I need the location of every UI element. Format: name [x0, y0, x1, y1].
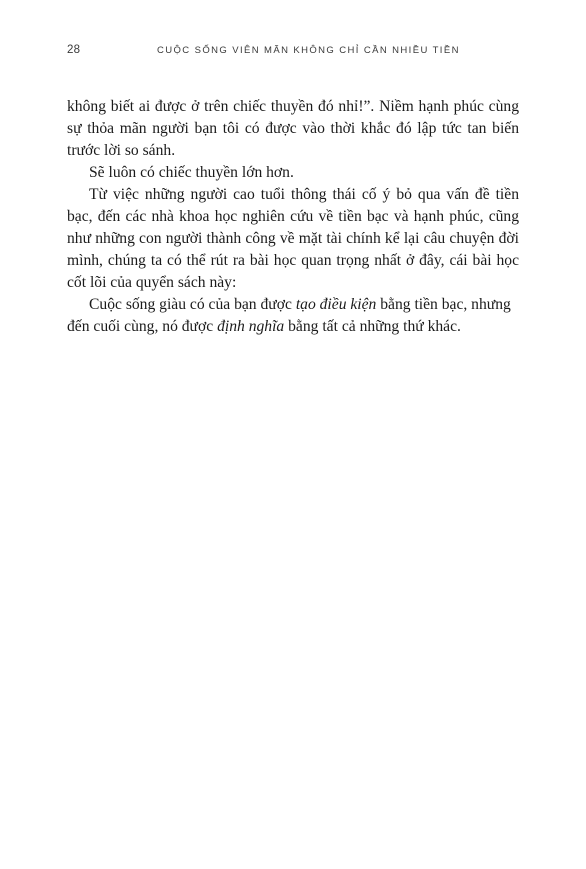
conclusion-text-3: bằng tất cả những thứ khác. [284, 318, 461, 335]
paragraph-bigger-boat: Sẽ luôn có chiếc thuyền lớn hơn. [89, 164, 294, 181]
paragraph-core-lesson: Từ việc những người cao tuổi thông thái cố ý bỏ qua vấn đề tiền bạc, đến các nhà khoa học nghiên cứu về tiền bạc và hạnh phúc, cũng như những con người thành công về mặt tài chính kể lại câu chuyện đời mình, chúng ta có thể rút ra bài học quan trọng nhất ở đây, cái bài học cốt lõi của quyển sách này: [67, 186, 519, 291]
conclusion-text-2: bằng tiền bạc, nhưng đến cuối cùng, nó được [67, 296, 511, 335]
paragraph-conclusion [67, 294, 519, 338]
running-header [67, 44, 519, 60]
page-number: 28 [67, 44, 81, 56]
paragraph-continuation: không biết ai được ở trên chiếc thuyền đó nhỉ!”. Niềm hạnh phúc cùng sự thỏa mãn người bạn tôi có được vào thời khắc đó lập tức tan biến trước lời so sánh. [67, 98, 519, 159]
conclusion-italic-defined: định nghĩa [217, 318, 285, 335]
body-text [67, 96, 519, 338]
conclusion-italic-enabled: tạo điều kiện [295, 296, 377, 313]
conclusion-text-1: Cuộc sống giàu có của bạn được [89, 296, 296, 313]
running-title: CUỘC SỐNG VIÊN MÃN KHÔNG CHỈ CẦN NHIỀU TIỀN [157, 45, 460, 56]
